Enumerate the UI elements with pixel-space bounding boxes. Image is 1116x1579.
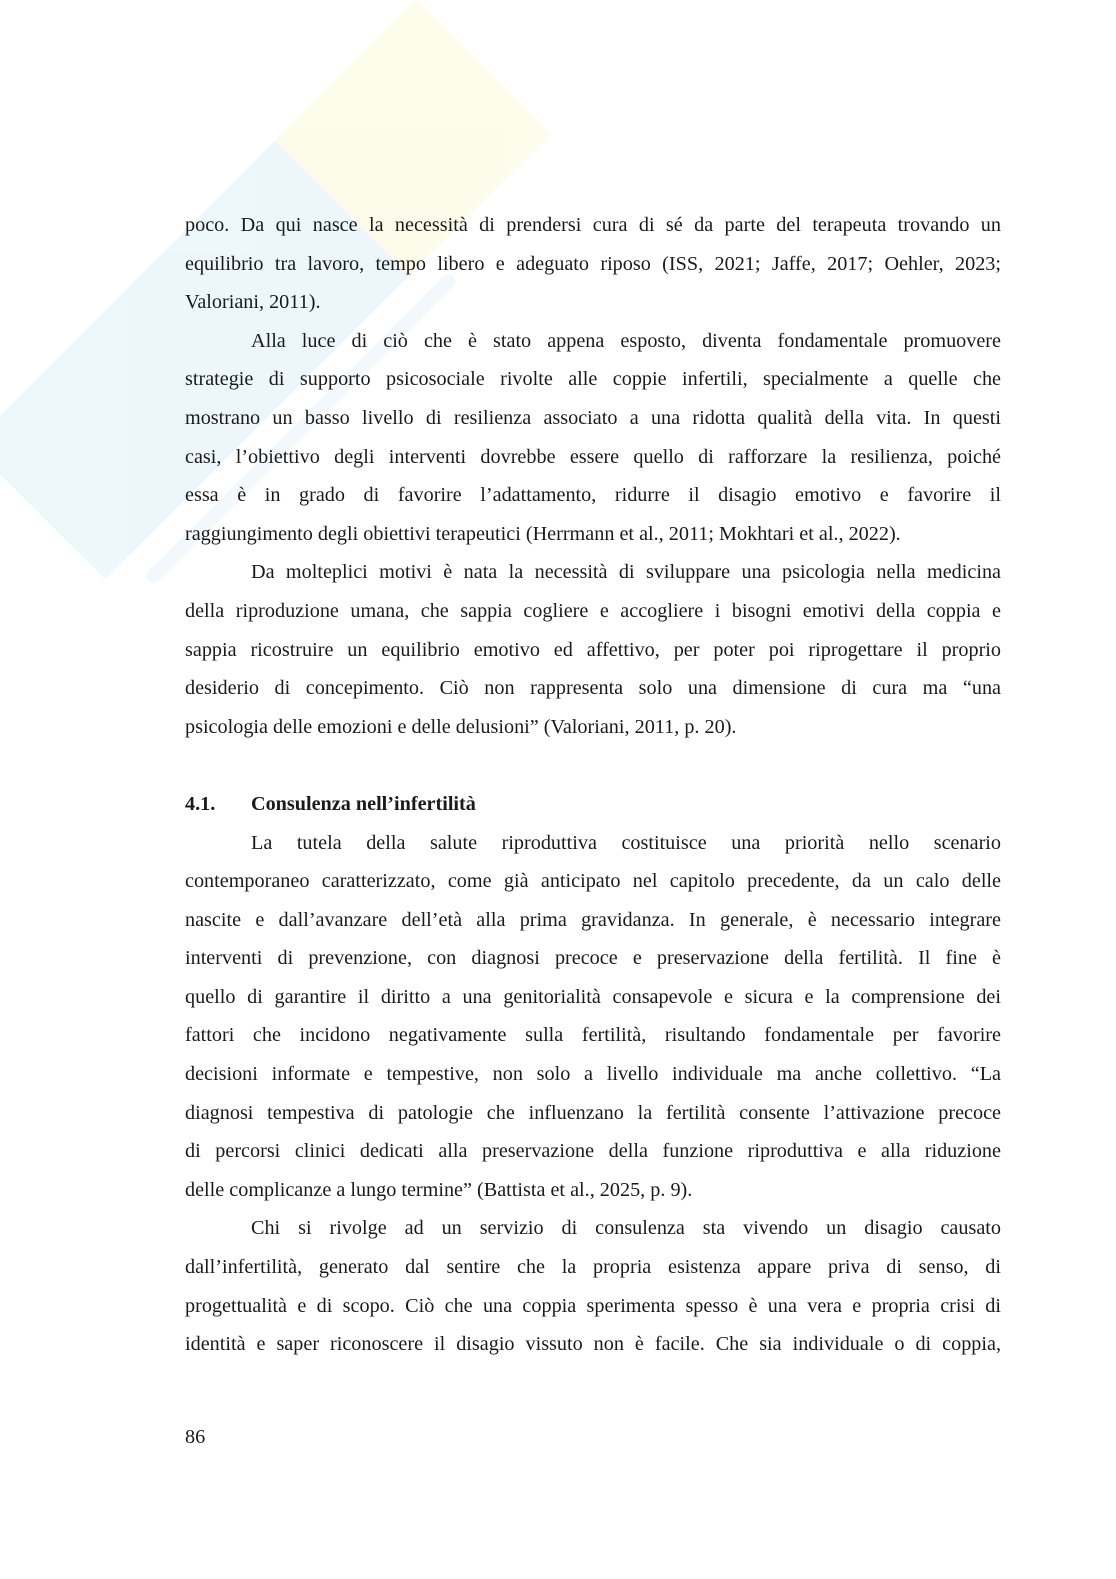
paragraph	[185, 1209, 1001, 1363]
text-line: sappia ricostruire un equilibrio emotivo ed affettivo, per poter poi riprogettare il proprio	[185, 638, 1001, 661]
section-number: 4.1.	[185, 792, 216, 815]
paragraph	[185, 206, 1001, 322]
text-line: Chi si rivolge ad un servizio di consulenza sta vivendo un disagio causato	[251, 1217, 1001, 1240]
text-line: quello di garantire il diritto a una genitorialità consapevole e sicura e la comprensione dei	[185, 985, 1001, 1008]
page-body	[185, 206, 1001, 1364]
paragraph	[185, 322, 1001, 554]
spacer	[185, 746, 1001, 785]
text-line: interventi di prevenzione, con diagnosi precoce e preservazione della fertilità. Il fine è	[185, 947, 1001, 970]
text-line: di percorsi clinici dedicati alla preservazione della funzione riproduttiva e alla riduzione	[185, 1140, 1001, 1163]
text-line: essa è in grado di favorire l’adattamento, ridurre il disagio emotivo e favorire il	[185, 484, 1001, 507]
text-line: identità e saper riconoscere il disagio vissuto non è facile. Che sia individuale o di coppia,	[185, 1333, 1001, 1356]
text-line: strategie di supporto psicosociale rivolte alle coppie infertili, specialmente a quelle che	[185, 368, 1001, 391]
text-line: nascite e dall’avanzare dell’età alla prima gravidanza. In generale, è necessario integrare	[185, 908, 1001, 931]
text-line: delle complicanze a lungo termine” (Battista et al., 2025, p. 9).	[185, 1178, 693, 1201]
text-line: poco. Da qui nasce la necessità di prendersi cura di sé da parte del terapeuta trovando un	[185, 214, 1001, 236]
text-line: psicologia delle emozioni e delle delusioni” (Valoriani, 2011, p. 20).	[185, 715, 737, 738]
text-line: mostrano un basso livello di resilienza associato a una ridotta qualità della vita. In questi	[185, 406, 1001, 429]
section-title: Consulenza nell’infertilità	[251, 792, 476, 815]
text-line: Alla luce di ciò che è stato appena esposto, diventa fondamentale promuovere	[251, 329, 1001, 352]
paragraph	[185, 553, 1001, 746]
text-line: fattori che incidono negativamente sulla fertilità, risultando fondamentale per favorire	[185, 1024, 1001, 1047]
text-line: dall’infertilità, generato dal sentire che la propria esistenza appare priva di senso, di	[185, 1256, 1001, 1279]
paragraph	[185, 824, 1001, 1210]
text-line: equilibrio tra lavoro, tempo libero e adeguato riposo (ISS, 2021; Jaffe, 2017; Oehler, 2023;	[185, 252, 1001, 275]
text-line: progettualità e di scopo. Ciò che una coppia sperimenta spesso è una vera e propria crisi di	[185, 1294, 1001, 1317]
section-heading	[185, 785, 1001, 824]
text-line: della riproduzione umana, che sappia cogliere e accogliere i bisogni emotivi della coppia e	[185, 599, 1001, 622]
text-line: La tutela della salute riproduttiva costituisce una priorità nello scenario	[251, 831, 1001, 854]
text-line: Da molteplici motivi è nata la necessità di sviluppare una psicologia nella medicina	[251, 561, 1001, 584]
text-line: desiderio di concepimento. Ciò non rappresenta solo una dimensione di cura ma “una	[185, 677, 1001, 700]
text-line: contemporaneo caratterizzato, come già anticipato nel capitolo precedente, da un calo delle	[185, 870, 1001, 893]
page-number: 86	[185, 1426, 206, 1448]
text-line: decisioni informate e tempestive, non solo a livello individuale ma anche collettivo. “La	[185, 1063, 1001, 1086]
text-line: raggiungimento degli obiettivi terapeutici (Herrmann et al., 2011; Mokhtari et al., 2022).	[185, 522, 901, 545]
text-line: Valoriani, 2011).	[185, 291, 321, 314]
text-line: casi, l’obiettivo degli interventi dovrebbe essere quello di rafforzare la resilienza, poiché	[185, 445, 1001, 468]
text-line: diagnosi tempestiva di patologie che influenzano la fertilità consente l’attivazione precoce	[185, 1101, 1001, 1124]
